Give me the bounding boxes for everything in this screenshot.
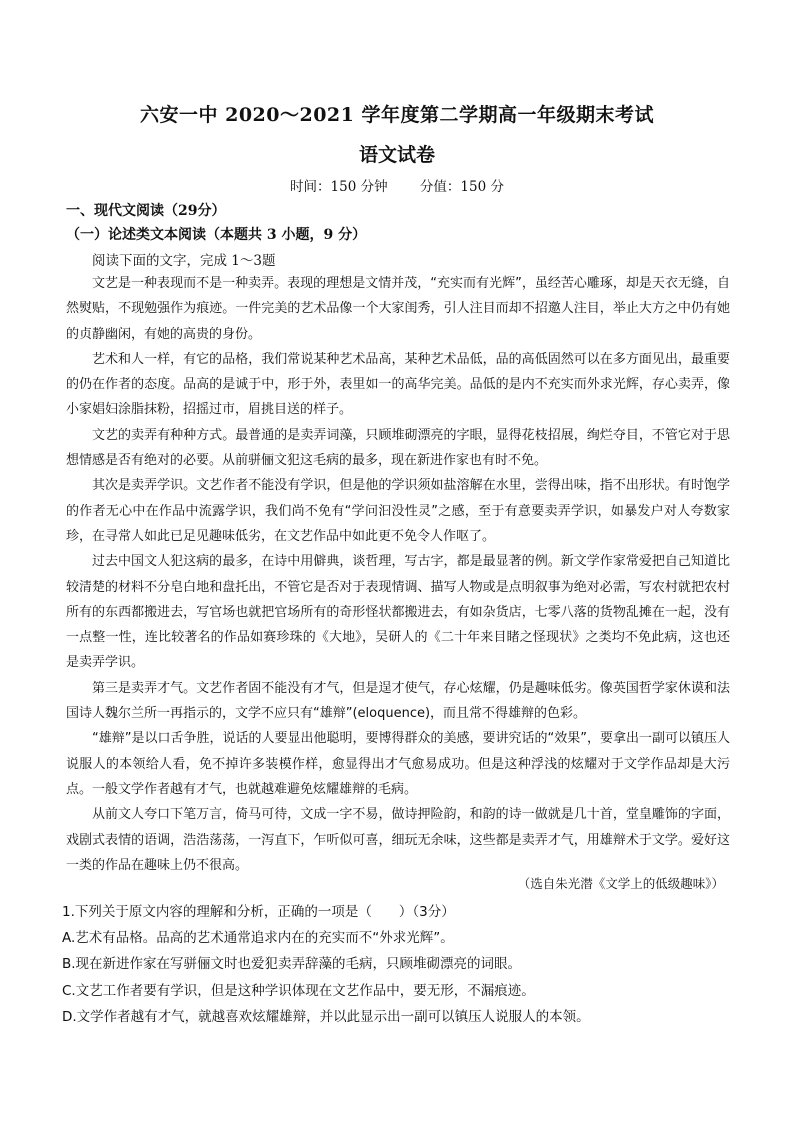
passage-paragraph: 从前文人夸口下笔万言，倚马可待，文成一字不易，做诗押险韵，和韵的诗一做就是几十首，堂皇雕饰的字面，戏剧式表情的语调，浩浩荡荡，一泻直下，乍听似可喜，细玩无余味，这些都是卖弄才气，用雄辩术于文学。爱好这一类的作品在趣味上仍不很高。 xyxy=(66,807,730,873)
passage-paragraph: 第三是卖弄才气。文艺作者固不能没有才气，但是逞才使气，存心炫耀，仍是趣味低劣。像英国哲学家休谟和法国诗人魏尔兰所一再指示的，文学不应只有“雄辩”(eloquence)，而且常不得雄辩的色彩。 xyxy=(66,680,730,722)
passage-source: （选自朱光潜《文学上的低级趣味》） xyxy=(517,876,724,891)
section-subheading: （一）论述类文本阅读（本题共 3 小题，9 分） xyxy=(66,227,367,243)
exam-score: 分值：150 分 xyxy=(419,179,504,195)
exam-meta xyxy=(0,175,794,195)
passage-paragraph: 文艺是一种表现而不是一种卖弄。表现的理想是文情并茂，“充实而有光辉”，虽经苦心雕琢，却是天衣无缝，自然熨贴，不现勉强作为痕迹。一件完美的艺术品像一个大家闺秀，引人注目而却不招邀人注目，举止大方之中仍有她的贞静幽闲，有她的高贵的身份。 xyxy=(66,276,730,342)
question-stem: 1.下列关于原文内容的理解和分析，正确的一项是（ ）（3分） xyxy=(62,904,455,920)
reading-passage xyxy=(66,271,730,878)
exam-title: 六安一中 2020～2021 学年度第二学期高一年级期末考试 xyxy=(140,104,654,126)
passage-paragraph: 文艺的卖弄有种种方式。最普通的是卖弄词藻，只顾堆砌漂亮的字眼，显得花枝招展，绚烂夺目，不管它对于思想情感是否有绝对的必要。从前骈俪文犯这毛病的最多，现在新进作家也有时不免。 xyxy=(66,427,730,469)
reading-instruction: 阅读下面的文字，完成 1～3题 xyxy=(92,253,276,269)
question-option-b: B.现在新进作家在写骈俪文时也爱犯卖弄辞藻的毛病，只顾堆砌漂亮的词眼。 xyxy=(62,956,522,973)
passage-paragraph: “雄辩”是以口舌争胜，说话的人要显出他聪明，要博得群众的美感，要讲究话的“效果”，要拿出一副可以镇压人说服人的本领给人看，免不掉许多装模作样，愈显得出才气愈易成功。但是这种浮浅的炫耀对于文学作品却是大污点。一般文学作者越有才气，也就越难避免炫耀雄辩的毛病。 xyxy=(66,731,730,797)
question-option-d: D.文学作者越有才气，就越喜欢炫耀雄辩，并以此显示出一副可以镇压人说服人的本领。 xyxy=(62,1008,590,1025)
exam-subtitle: 语文试卷 xyxy=(358,144,435,166)
exam-time: 时间：150 分钟 xyxy=(290,179,388,195)
question-option-a: A.艺术有品格。品高的艺术通常追求内在的充实而不“外求光辉”。 xyxy=(62,930,454,947)
section-heading: 一、现代文阅读（29分） xyxy=(66,203,226,219)
question-1 xyxy=(62,899,732,1030)
passage-paragraph: 其次是卖弄学识。文艺作者不能没有学识，但是他的学识须如盐溶解在水里，尝得出味，指不出形状。有时饱学的作者无心中在作品中流露学识，我们尚不免有“学问汩没性灵”之感，至于有意要卖弄学识，如暴发户对人夸数家珍，在寻常人如此已足见趣味低劣，在文艺作品中如此更不免令人作呕了。 xyxy=(66,478,730,544)
passage-paragraph: 过去中国文人犯这病的最多，在诗中用僻典，谈哲理，写古字，都是最显著的例。新文学作家常爱把自己知道比较清楚的材料不分皂白地和盘托出，不管它是否对于表现情调、描写人物或是点明叙事为绝对必需，写农村就把农村所有的东西都搬进去，写官场也就把官场所有的奇形怪状都搬进去，有如杂货店，七零八落的货物乱摊在一起，没有一点整一性，连比较著名的作品如赛珍珠的《大地》，吴研人的《二十年来目睹之怪现状》之类均不免此病，这也还是卖弄学识。 xyxy=(66,554,730,671)
passage-paragraph: 艺术和人一样，有它的品格，我们常说某种艺术品高，某种艺术品低，品的高低固然可以在多方面见出，最重要的仍在作者的态度。品高的是诚于中，形于外，表里如一的高华完美。品低的是内不充实而外求光辉，存心卖弄，像小家娼妇涂脂抹粉，招摇过市，眉挑目送的样子。 xyxy=(66,351,730,418)
question-option-c: C.文艺工作者要有学识，但是这种学识体现在文艺作品中，要无形，不漏痕迹。 xyxy=(62,982,535,999)
